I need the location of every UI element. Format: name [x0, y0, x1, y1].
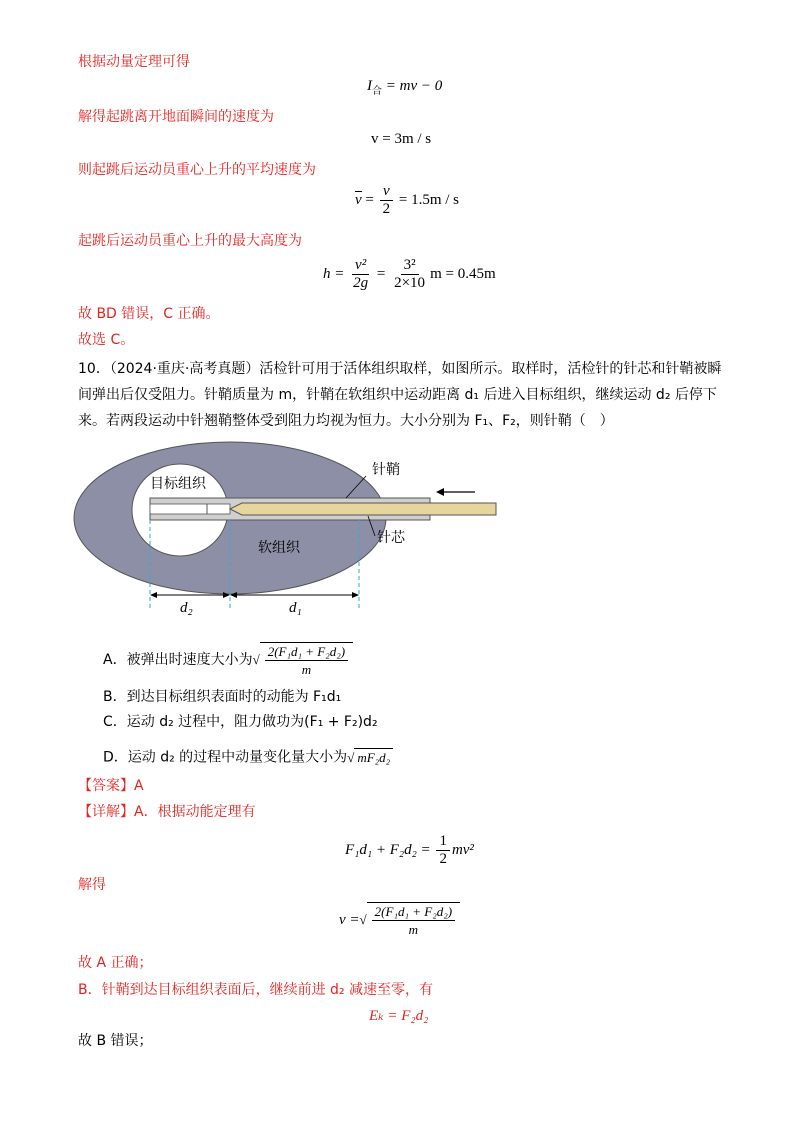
solution-line-4: 起跳后运动员重心上升的最大高度为 [78, 233, 302, 249]
label-d2: d₂ [180, 600, 193, 616]
question-line-1: 10．（2024·重庆·高考真题）活检针可用于活体组织取样，如图所示。取样时，活检针的针芯和针鞘被瞬 [78, 361, 722, 377]
option-a: A．被弹出时速度大小为 √ $\frac{\text{2(F₁d₁ + F₂d₂)}}{m}$ [103, 642, 353, 678]
detail-line: 【详解】A．根据动能定理有 [78, 804, 256, 820]
solution-line-2: 解得起跳离开地面瞬间的速度为 [78, 109, 274, 125]
solution-line-3: 则起跳后运动员重心上升的平均速度为 [78, 162, 316, 178]
solve-line: 解得 [78, 877, 106, 893]
question-line-3: 来。若两段运动中针翘鞘整体受到阻力均视为恒力。大小分别为 F₁、F₂，则针鞘（ ） [78, 413, 614, 429]
option-c: C．运动 d₂ 过程中，阻力做功为(F₁ + F₂)d₂ [103, 714, 378, 730]
equation-velocity: v = 3m / s [371, 131, 432, 147]
answer-line: 【答案】A [78, 778, 144, 794]
solution-choice: 故选 C。 [78, 332, 135, 348]
label-needle-core: 针芯 [377, 530, 405, 546]
label-soft-tissue: 软组织 [258, 540, 300, 556]
sheath-tip-opening [150, 504, 230, 514]
b-wrong-line: 故 B 错误； [78, 1033, 153, 1049]
equation-impulse: $I_合$ = mv − 0 [367, 78, 443, 97]
label-needle-sheath: 针鞘 [372, 462, 400, 478]
label-d1: d₁ [289, 600, 302, 616]
equation-average-velocity: v = $\frac{v}{2}$ = 1.5m / s [355, 183, 460, 217]
equation-max-height: h = $\frac{\text{v²}}{2g}$ = $\frac{\text{3²}}{2\times 10}$ m = 0.45m [323, 257, 496, 291]
needle-core [230, 503, 496, 515]
solution-line-1: 根据动量定理可得 [78, 54, 190, 70]
b-explanation-line: B．针鞘到达目标组织表面后，继续前进 d₂ 减速至零，有 [78, 982, 434, 998]
solution-conclusion: 故 BD 错误，C 正确。 [78, 306, 220, 322]
a-correct-line: 故 A 正确； [78, 955, 153, 971]
label-target-tissue: 目标组织 [150, 476, 206, 492]
equation-kinetic-energy: F₁d₁ + F₂d₂ = $\frac{1}{2}$ mv² [345, 833, 474, 867]
option-b: B．到达目标组织表面时的动能为 F₁d₁ [103, 689, 342, 705]
question-line-2: 间弹出后仅受阻力。针鞘质量为 m，针鞘在软组织中运动距离 d₁ 后进入目标组织，继续运动 d₂ 后停下 [78, 387, 717, 403]
option-d: D．运动 d₂ 的过程中动量变化量大小为√ mF₂d₂ [103, 748, 393, 767]
equation-velocity-result: v = √ $\frac{\text{2(F₁d₁ + F₂d₂)}}{m}$ [339, 902, 460, 938]
equation-ek: Eₖ = F₂d₂ [369, 1008, 429, 1024]
